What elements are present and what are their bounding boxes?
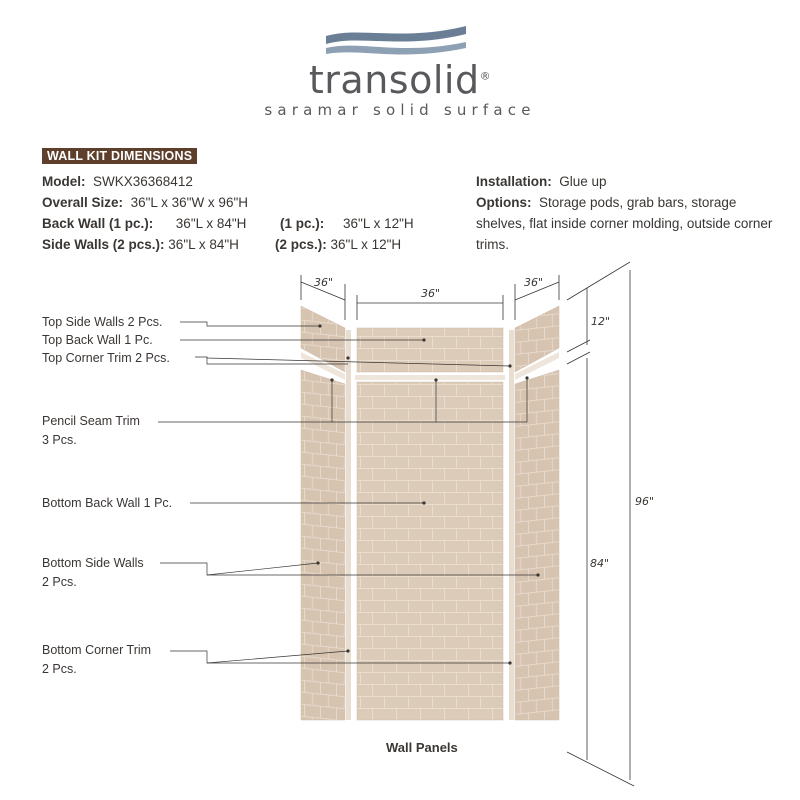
height-dimension-lines	[567, 262, 634, 786]
back-wall-row: Back Wall (1 pc.): 36"L x 84"H	[42, 216, 247, 231]
side-walls-top-row: (2 pcs.): 36"L x 12"H	[275, 237, 402, 252]
back-wall-top-row: (1 pc.): 36"L x 12"H	[280, 216, 414, 231]
callout-top-back-wall: Top Back Wall 1 Pc.	[42, 333, 153, 347]
installation-row: Installation: Glue up	[476, 174, 607, 189]
callout-bottom-back-wall: Bottom Back Wall 1 Pc.	[42, 496, 173, 510]
diagram-caption: Wall Panels	[386, 740, 458, 755]
side-walls-row: Side Walls (2 pcs.): 36"L x 84"H	[42, 237, 239, 252]
bottom-left-side-wall	[301, 370, 345, 720]
callout-pencil-seam-trim: Pencil Seam Trim 3 Pcs.	[42, 414, 140, 447]
top-right-side-wall	[515, 306, 559, 372]
left-width-label: 36"	[314, 276, 334, 289]
callout-bottom-side-walls: Bottom Side Walls 2 Pcs.	[42, 556, 144, 589]
right-width-label: 36"	[524, 276, 544, 289]
callout-top-corner-trim: Top Corner Trim 2 Pcs.	[42, 351, 170, 365]
top-height-label: 12"	[591, 315, 611, 328]
bottom-back-wall	[357, 382, 503, 720]
top-left-side-wall	[301, 306, 345, 372]
total-height-label: 96"	[635, 495, 655, 508]
section-title: WALL KIT DIMENSIONS	[42, 148, 197, 164]
brand-name: transolid®	[308, 58, 492, 102]
callout-top-side-walls: Top Side Walls 2 Pcs.	[42, 315, 163, 329]
overall-size-row: Overall Size: 36"L x 36"W x 96"H	[42, 195, 248, 210]
options-row: Options: Storage pods, grab bars, storage shelves, flat inside corner molding, outside corner trims.	[476, 195, 773, 252]
center-width-label: 36"	[421, 287, 441, 300]
callout-bottom-corner-trim: Bottom Corner Trim 2 Pcs.	[42, 643, 152, 676]
bottom-height-label: 84"	[590, 557, 610, 570]
model-row: Model: SWKX36368412	[42, 174, 193, 189]
bottom-right-side-wall	[515, 370, 559, 720]
pencil-seam-trim-center	[355, 375, 505, 380]
left-corner-trim	[346, 330, 351, 720]
brand-tagline: saramar solid surface	[264, 101, 536, 119]
